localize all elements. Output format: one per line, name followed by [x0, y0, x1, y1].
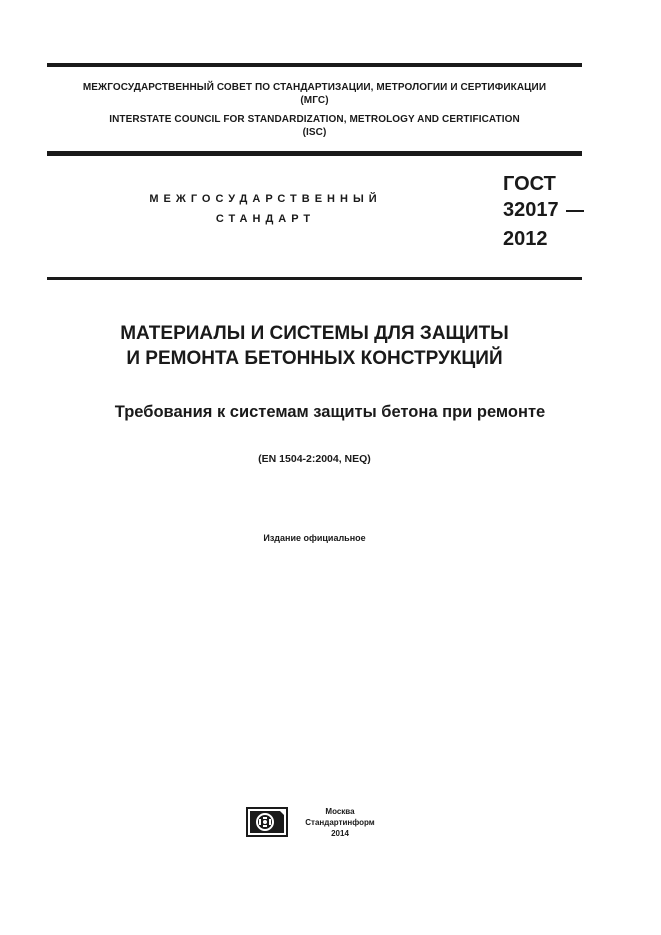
- publisher-name: Стандартинформ: [305, 818, 375, 827]
- standartinform-logo-icon: [246, 806, 288, 838]
- publisher-info: [296, 806, 384, 839]
- edition-note: Издание официальное: [263, 533, 366, 543]
- document-subtitle: Требования к системам защиты бетона при ремонте: [114, 403, 546, 421]
- document-title-line2: И РЕМОНТА БЕТОННЫХ КОНСТРУКЦИЙ: [126, 348, 503, 369]
- gost-number: 32017: [503, 199, 559, 221]
- publisher-year: 2014: [331, 829, 349, 838]
- document-title-line1: МАТЕРИАЛЫ И СИСТЕМЫ ДЛЯ ЗАЩИТЫ: [120, 323, 509, 344]
- standard-bottom-rule: [47, 277, 582, 280]
- council-abbr-ru: (МГС): [300, 95, 329, 106]
- council-name-en: INTERSTATE COUNCIL FOR STANDARDIZATION, METROLOGY AND CERTIFICATION: [109, 114, 520, 125]
- standard-type-line1: МЕЖГОСУДАРСТВЕННЫЙ: [149, 193, 382, 205]
- top-rule: [47, 63, 582, 67]
- council-name-ru: МЕЖГОСУДАРСТВЕННЫЙ СОВЕТ ПО СТАНДАРТИЗАЦИИ, МЕТРОЛОГИИ И СЕРТИФИКАЦИИ: [82, 82, 547, 93]
- standard-reference: (EN 1504-2:2004, NEQ): [258, 453, 371, 465]
- gost-dash: [566, 210, 584, 212]
- gost-label: ГОСТ: [503, 173, 556, 195]
- standard-type-line2: СТАНДАРТ: [215, 213, 316, 225]
- gost-year: 2012: [503, 228, 548, 250]
- publisher-city: Москва: [325, 807, 355, 816]
- council-abbr-en: (ISC): [302, 127, 327, 138]
- header-bottom-rule: [47, 151, 582, 156]
